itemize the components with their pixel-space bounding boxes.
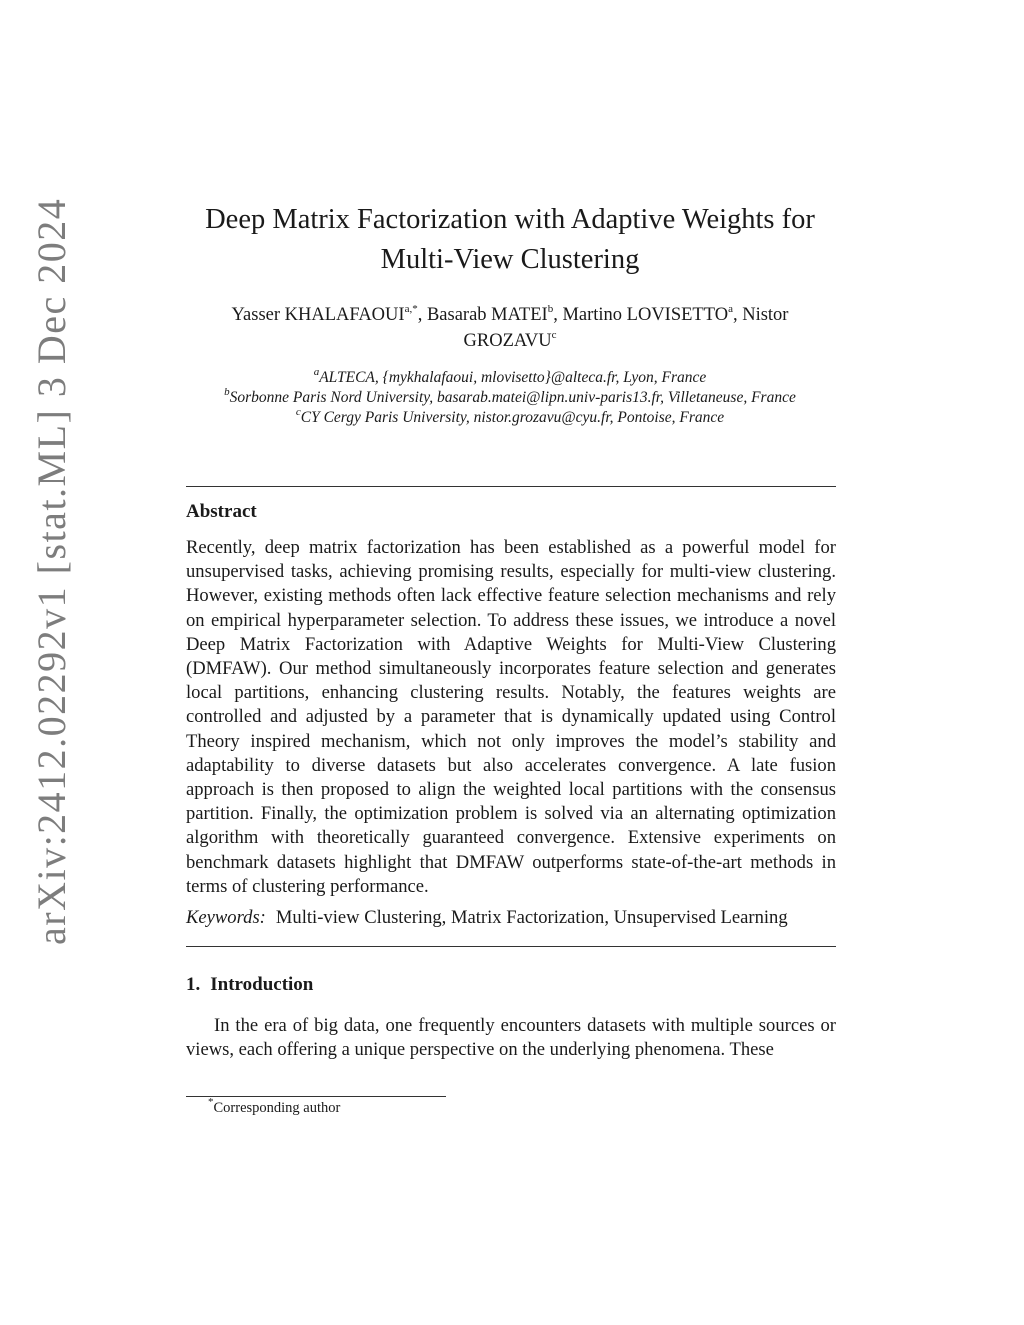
- abstract-body: Recently, deep matrix factorization has been established as a powerful model for unsupervised tasks, achieving promising results, especially for multi-view clustering. However, existing methods often lack effective feature selection mechanisms and rely on empirical hyperparameter selection. To address these issues, we introduce a novel Deep Matrix Factorization with Adaptive Weights for Multi-View Clustering (DMFAW). Our method simultaneously incorporates feature selection and generates local partitions, enhancing clustering results. Notably, the features weights are controlled and adjusted by a parameter that is dynamically updated using Control Theory inspired mechanism, which not only improves the model’s stability and adaptability to diverse datasets but also accelerates convergence. A late fusion approach is then proposed to align the weighted local partitions with the consensus partition. Finally, the optimization problem is solved via an alternating optimization algorithm with theoretically guaranteed convergence. Extensive experiments on benchmark datasets highlight that DMFAW outperforms state-of-the-art methods in terms of clustering performance.: [186, 537, 836, 897]
- affiliation-text: CY Cergy Paris University, nistor.grozavu@cyu.fr, Pontoise, France: [300, 409, 725, 426]
- affiliation: [150, 385, 870, 408]
- keywords-text: Multi-view Clustering, Matrix Factorization, Unsupervised Learning: [275, 907, 788, 928]
- affiliation-text: Sorbonne Paris Nord University, basarab.matei@lipn.univ-paris13.fr, Villetaneuse, France: [229, 389, 796, 406]
- author-name: Martino LOVISETTO: [562, 305, 729, 325]
- affiliation-mark: b: [224, 385, 230, 398]
- affiliation-mark: c: [295, 405, 301, 418]
- affiliation: [150, 365, 870, 388]
- affiliation-text: ALTECA, {mykhalafaoui, mlovisetto}@alteca.fr, Lyon, France: [319, 369, 707, 386]
- author-name: Basarab MATEI: [426, 305, 548, 325]
- section-heading-introduction: [186, 974, 313, 996]
- introduction-paragraph: In the era of big data, one frequently encounters datasets with multiple sources or views, each offering a unique perspective on the underlying phenomena. These: [186, 1015, 836, 1061]
- abstract-top-rule: [186, 486, 836, 487]
- author-affiliation-mark: b: [547, 302, 554, 315]
- affiliation: [150, 405, 870, 428]
- title-line-2: Multi-View Clustering: [380, 244, 640, 275]
- author-affiliation-mark: c: [551, 328, 557, 341]
- abstract-bottom-rule: [186, 946, 836, 947]
- footnote-text: Corresponding author: [213, 1100, 341, 1116]
- affiliation-mark: a: [313, 365, 320, 378]
- author-line-2: [170, 328, 850, 354]
- arxiv-identifier-stamp: arXiv:2412.02292v1 [stat.ML] 3 Dec 2024: [29, 197, 74, 945]
- author-list: [170, 302, 850, 354]
- section-number: 1.: [186, 974, 201, 995]
- paper-title: [170, 200, 850, 280]
- footnote-rule: [186, 1096, 446, 1097]
- abstract-heading: Abstract: [186, 501, 257, 522]
- author-name: GROZAVU: [463, 331, 552, 351]
- section-title: Introduction: [210, 974, 314, 995]
- author-line-1: Yasser $KHALAFAOUI^{a,*}$, Basarab MATEI$^b$, Martino LOVISETTO$^a$, Nistor: [231, 302, 789, 325]
- title-line-1: Deep Matrix Factorization with Adaptive Weights for: [205, 204, 815, 235]
- keywords-label: Keywords:: [186, 907, 266, 928]
- author-affiliation-mark: a: [728, 302, 733, 315]
- author-name: Nistor: [742, 305, 789, 325]
- author-name: Yasser KHALAFAOUI: [231, 305, 405, 325]
- footnote-mark: *: [208, 1096, 214, 1109]
- keywords: [186, 907, 846, 929]
- author-affiliation-mark: a,*: [404, 302, 418, 315]
- footnote: [208, 1096, 341, 1117]
- affiliations: [150, 365, 870, 428]
